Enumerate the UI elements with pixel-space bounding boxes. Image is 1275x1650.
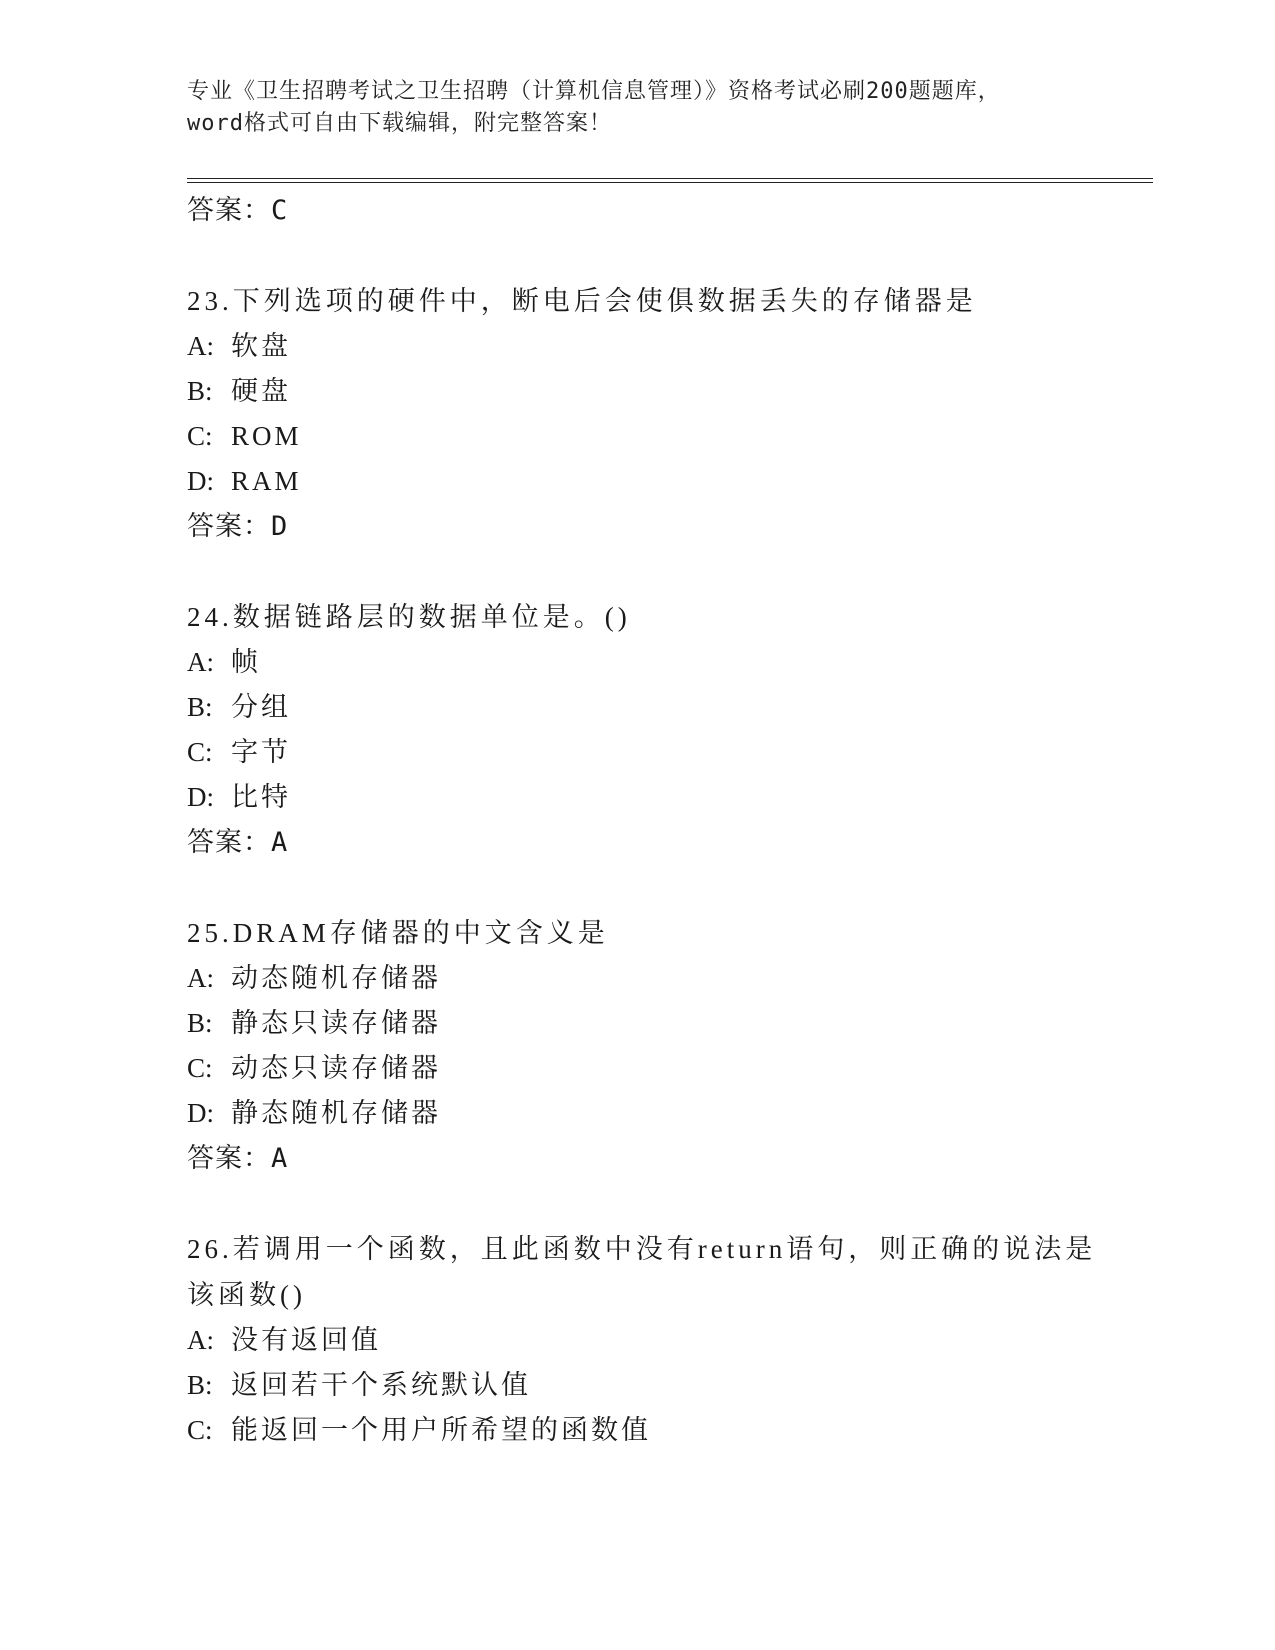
option-letter: A: — [187, 331, 214, 361]
document-header — [187, 76, 1087, 140]
option-letter: B: — [187, 1008, 213, 1038]
option-item — [187, 1001, 1147, 1046]
option-text: RAM — [231, 466, 302, 496]
option-text: 静态只读存储器 — [231, 1008, 441, 1038]
option-item — [187, 640, 1147, 685]
option-text: 分组 — [231, 692, 291, 722]
option-text: 帧 — [231, 647, 261, 677]
option-text: 能返回一个用户所希望的函数值 — [231, 1415, 651, 1445]
answer-line — [187, 1136, 1147, 1182]
question-text: 23.下列选项的硬件中，断电后会使俱数据丢失的存储器是 — [187, 286, 977, 316]
option-text: 动态只读存储器 — [231, 1053, 441, 1083]
option-letter: D: — [187, 466, 214, 496]
option-letter: A: — [187, 647, 214, 677]
option-letter: D: — [187, 782, 214, 812]
header-line-2: word格式可自由下载编辑，附完整答案！ — [187, 111, 612, 136]
option-item — [187, 459, 1147, 504]
answer-value: A — [271, 827, 289, 858]
option-item — [187, 956, 1147, 1001]
question-text: 25.DRAM存储器的中文含义是 — [187, 918, 609, 948]
option-item — [187, 775, 1147, 820]
answer-label: 答案： — [187, 827, 271, 858]
answer-label: 答案： — [187, 511, 271, 542]
answer-line — [187, 504, 1147, 550]
questions-container — [187, 234, 1147, 1453]
option-letter: C: — [187, 1053, 213, 1083]
question-list — [187, 188, 1147, 1453]
question-block — [187, 594, 1147, 866]
option-item — [187, 369, 1147, 414]
header-rule-bottom — [187, 182, 1153, 183]
question-text: 该函数() — [187, 1280, 306, 1310]
option-item — [187, 730, 1147, 775]
header-line-1: 专业《卫生招聘考试之卫生招聘（计算机信息管理）》资格考试必刷200题题库， — [187, 79, 1001, 104]
option-letter: B: — [187, 1370, 213, 1400]
option-item — [187, 414, 1147, 459]
question-block — [187, 278, 1147, 550]
option-text: 软盘 — [231, 331, 291, 361]
option-letter: C: — [187, 737, 213, 767]
option-text: 返回若干个系统默认值 — [231, 1370, 531, 1400]
option-letter: B: — [187, 376, 213, 406]
question-block — [187, 910, 1147, 1182]
option-text: 静态随机存储器 — [231, 1098, 441, 1128]
option-item — [187, 1363, 1147, 1408]
option-item — [187, 685, 1147, 730]
question-gap — [187, 1182, 1147, 1226]
question-text: 24.数据链路层的数据单位是。() — [187, 602, 631, 632]
answer-line — [187, 188, 1147, 234]
option-text: 硬盘 — [231, 376, 291, 406]
option-item — [187, 1318, 1147, 1363]
option-letter: C: — [187, 421, 213, 451]
option-item — [187, 324, 1147, 369]
question-text: 26.若调用一个函数，且此函数中没有return语句，则正确的说法是 — [187, 1234, 1097, 1264]
option-item — [187, 1091, 1147, 1136]
answer-value: A — [271, 1143, 289, 1174]
option-item — [187, 1046, 1147, 1091]
answer-value: D — [271, 511, 289, 542]
answer-label: 答案： — [187, 1143, 271, 1174]
question-gap — [187, 866, 1147, 910]
option-text: 比特 — [231, 782, 291, 812]
question-gap — [187, 234, 1147, 278]
option-letter: B: — [187, 692, 213, 722]
option-text: 字节 — [231, 737, 291, 767]
option-item — [187, 1408, 1147, 1453]
answer-value: C — [271, 195, 289, 226]
question-gap — [187, 550, 1147, 594]
question-block — [187, 1226, 1147, 1453]
option-letter: D: — [187, 1098, 214, 1128]
option-text: ROM — [231, 421, 302, 451]
option-text: 没有返回值 — [231, 1325, 381, 1355]
option-text: 动态随机存储器 — [231, 963, 441, 993]
answer-label: 答案： — [187, 195, 271, 226]
option-letter: A: — [187, 963, 214, 993]
option-letter: C: — [187, 1415, 213, 1445]
answer-line — [187, 820, 1147, 866]
option-letter: A: — [187, 1325, 214, 1355]
header-rule-top — [187, 178, 1153, 179]
